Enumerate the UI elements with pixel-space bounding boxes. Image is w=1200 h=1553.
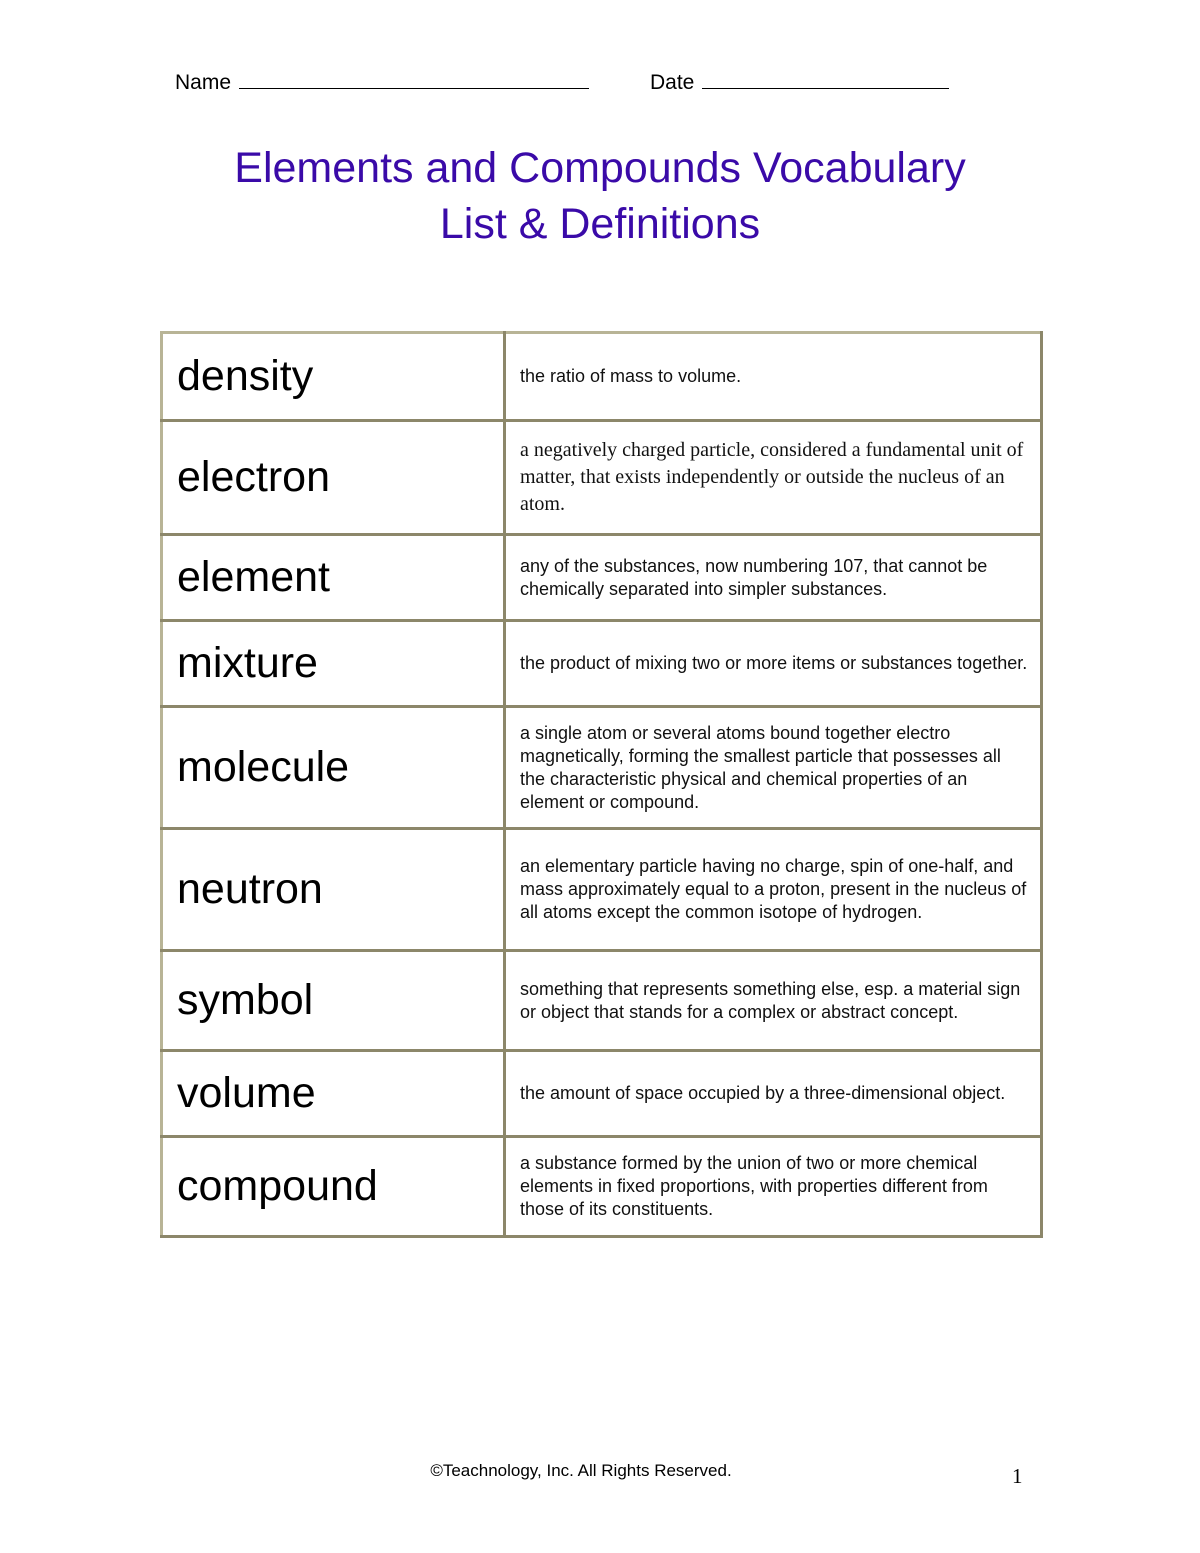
vocab-row — [162, 1137, 1042, 1237]
vocab-row — [162, 829, 1042, 951]
vocab-term: compound — [162, 1137, 505, 1237]
name-field[interactable] — [175, 70, 589, 95]
vocab-row — [162, 707, 1042, 829]
vocab-term: symbol — [162, 951, 505, 1051]
vocabulary-table — [160, 331, 1043, 1238]
vocab-term: mixture — [162, 621, 505, 707]
vocab-row — [162, 621, 1042, 707]
date-label: Date — [650, 71, 695, 94]
vocab-row — [162, 1051, 1042, 1137]
name-label: Name — [175, 71, 232, 94]
vocab-term: volume — [162, 1051, 505, 1137]
vocab-definition: any of the substances, now numbering 107, that cannot be chemically separated into simpler substances. — [505, 535, 1042, 621]
page-number: 1 — [1012, 1464, 1023, 1488]
vocab-definition: a single atom or several atoms bound together electro magnetically, forming the smallest particle that possesses all the characteristic physical and chemical properties of an element or compound. — [505, 707, 1042, 829]
vocab-term: neutron — [162, 829, 505, 951]
vocab-definition: the ratio of mass to volume. — [505, 333, 1042, 421]
name-blank-line[interactable] — [239, 70, 589, 89]
vocab-definition: the amount of space occupied by a three-dimensional object. — [505, 1051, 1042, 1137]
title-line-2: List & Definitions — [439, 200, 761, 248]
footer-copyright: ©Teachnology, Inc. All Rights Reserved. — [430, 1461, 732, 1480]
page-title — [0, 140, 1200, 252]
vocab-row — [162, 951, 1042, 1051]
vocab-row — [162, 333, 1042, 421]
vocab-term: molecule — [162, 707, 505, 829]
vocab-row — [162, 421, 1042, 535]
header-fields — [175, 70, 995, 100]
vocab-definition: an elementary particle having no charge, spin of one-half, and mass approximately equal to a proton, present in the nucleus of all atoms except the common isotope of hydrogen. — [505, 829, 1042, 951]
vocab-definition: something that represents something else, esp. a material sign or object that stands for a complex or abstract concept. — [505, 951, 1042, 1051]
vocab-definition: a substance formed by the union of two or more chemical elements in fixed proportions, with properties different from those of its constituents. — [505, 1137, 1042, 1237]
vocab-term: electron — [162, 421, 505, 535]
date-field[interactable] — [650, 70, 949, 95]
vocab-term: element — [162, 535, 505, 621]
vocab-definition: a negatively charged particle, considered a fundamental unit of matter, that exists independently or outside the nucleus of an atom. — [505, 421, 1042, 535]
title-line-1: Elements and Compounds Vocabulary — [234, 144, 966, 192]
vocab-term: density — [162, 333, 505, 421]
vocab-definition: the product of mixing two or more items or substances together. — [505, 621, 1042, 707]
vocab-row — [162, 535, 1042, 621]
date-blank-line[interactable] — [702, 70, 949, 89]
